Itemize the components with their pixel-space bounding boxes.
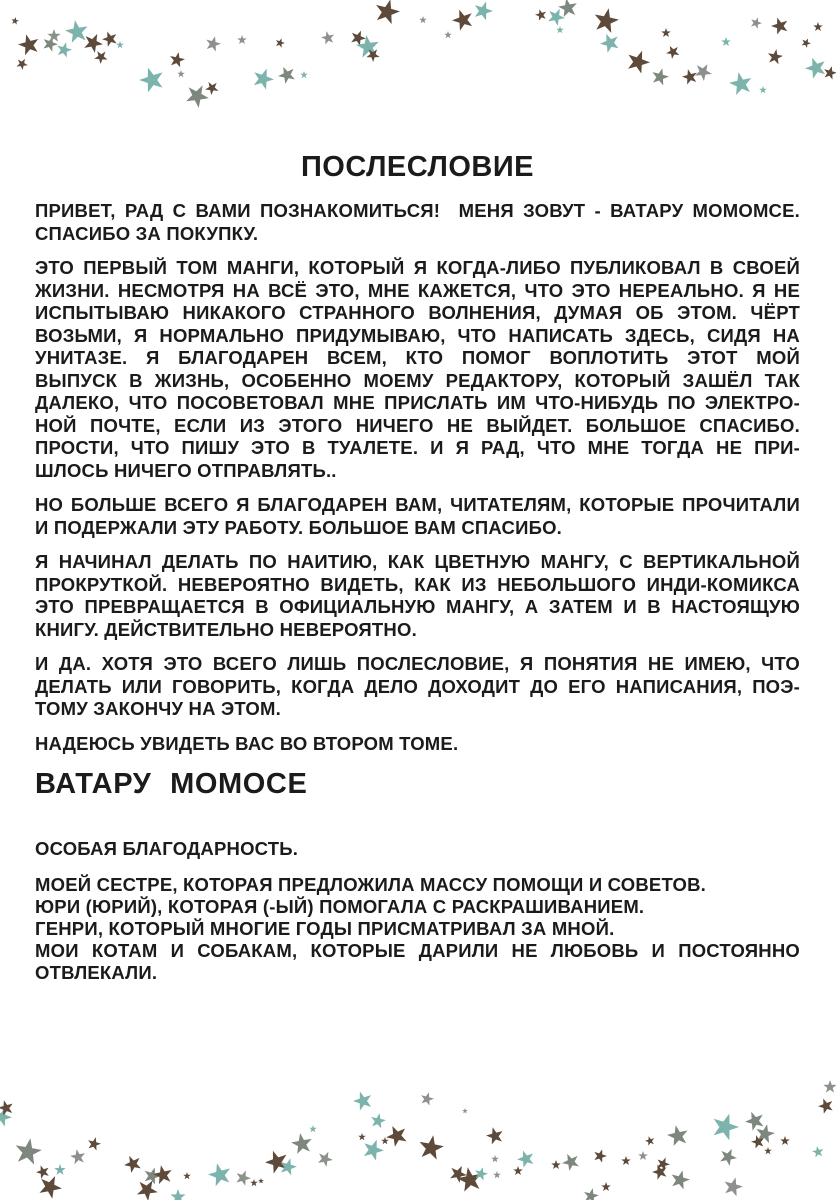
star-icon <box>822 65 836 81</box>
star-icon <box>709 1110 742 1142</box>
star-icon <box>582 1187 600 1200</box>
star-icon <box>309 1125 317 1132</box>
star-icon <box>644 1135 656 1146</box>
text-line: ВЫПУСК В ЖИЗНЬ, ОСОБЕННО МОЕМУ РЕДАКТОРУ, КОТОРЫЙ ЗАШЁЛ ТАК <box>35 369 800 391</box>
star-icon <box>764 1147 772 1154</box>
text-line: ПРОКРУТКОЙ. НЕВЕРОЯТНО ВИДЕТЬ, КАК ИЗ НЕБОЛЬШОГО ИНДИ-КОМИКСА <box>35 573 800 595</box>
text-line: И ПОДЕРЖАЛИ ЭТУ РАБОТУ. БОЛЬШОЕ ВАМ СПАСИБО. <box>35 516 563 538</box>
star-icon <box>36 1171 66 1200</box>
special-thanks-list <box>35 874 800 984</box>
text-line: КНИГУ. ДЕЙСТВИТЕЛЬНО НЕВЕРОЯТНО. <box>35 618 417 640</box>
text-line: НОЙ ПОЧТЕ, ЕСЛИ ИЗ ЭТОГО НИЧЕГО НЕ ВЫЙДЕТ. БОЛЬШОЕ СПАСИБО. <box>35 414 800 436</box>
star-icon <box>811 1145 824 1158</box>
page-title: ПОСЛЕСЛОВИЕ <box>300 151 535 183</box>
star-icon <box>11 16 20 24</box>
author-signature: ВАТАРУ МОМОСЕ <box>35 768 308 800</box>
star-icon <box>638 1151 648 1160</box>
text-line: ВОЗЬМИ, Я НОРМАЛЬНО ПРИДУМЫВАЮ, ЧТО НАПИСАТЬ ЗДЕСЬ, СИДЯ НА <box>35 324 800 346</box>
text-line: СПАСИБО ЗА ПОКУПКУ. <box>35 222 259 244</box>
star-icon <box>780 1136 790 1145</box>
paragraph-greeting <box>35 200 800 245</box>
star-icon <box>358 1133 366 1140</box>
paragraph-closing <box>35 653 800 721</box>
star-icon <box>351 1089 375 1112</box>
text-line: ШЛОСЬ НИЧЕГО ОТПРАВЛЯТЬ.. <box>35 459 337 481</box>
text-line: ЭТО ПРЕВРАЩАЕТСЯ В ОФИЦИАЛЬНУЮ МАНГУ, А ЗАТЕМ И В НАСТОЯЩУЮ <box>35 596 800 617</box>
star-icon <box>250 1179 258 1186</box>
text-line: УНИТАЗЕ. Я БЛАГОДАРЕН ВСЕМ, КТО ПОМОГ ВОПЛОТИТЬ ЭТОТ МОЙ <box>35 347 800 368</box>
star-icon <box>234 1168 253 1187</box>
star-icon <box>493 1171 501 1178</box>
paragraph-see-you <box>35 733 800 756</box>
star-icon <box>722 1175 745 1197</box>
star-icon <box>462 1108 468 1113</box>
star-icon <box>262 1147 291 1175</box>
text-line: Я НАЧИНАЛ ДЕЛАТЬ ПО НАИТИЮ, КАК ЦВЕТНУЮ МАНГУ, С ВЕРТИКАЛЬНОЙ <box>35 551 800 572</box>
star-icon <box>290 1131 314 1154</box>
paragraph-readers-thanks <box>35 494 800 539</box>
star-icon <box>816 1096 835 1115</box>
text-line: ДАЛЕКО, ЧТО ПОСОВЕТОВАЛ МНЕ ПРИСЛАТЬ ИМ ЧТО-НИБУДЬ ПО ЭЛЕКТРО- <box>35 392 800 413</box>
star-icon <box>802 54 828 80</box>
star-icon <box>86 1136 102 1152</box>
star-icon <box>170 1189 185 1200</box>
text-line: ГЕНРИ, КОТОРЫЙ МНОГИЕ ГОДЫ ПРИСМАТРИВАЛ ЗА МНОЙ. <box>35 918 615 939</box>
star-icon <box>121 1152 143 1174</box>
star-icon <box>419 1091 435 1107</box>
star-icon <box>491 1155 499 1162</box>
text-line: ЮРИ (ЮРИЙ), КОТОРАЯ (-ЫЙ) ПОМОГАЛА С РАСКРАШИВАНИЕМ. <box>35 896 645 917</box>
star-icon <box>13 1136 44 1166</box>
star-icon <box>381 1137 389 1144</box>
text-line: ЖИЗНИ. НЕСМОТРЯ НА ВСЁ ЭТО, МНЕ КАЖЕТСЯ, ЧТО ЭТО НЕРЕАЛЬНО. Я НЕ <box>35 279 800 301</box>
star-icon <box>592 1147 609 1163</box>
text-line: ДЕЛАТЬ ИЛИ ГОВОРИТЬ, КОГДА ДЕЛО ДОХОДИТ ДО ЕГО НАПИСАНИЯ, ПОЭ- <box>35 675 800 697</box>
text-line: МОЕЙ СЕСТРЕ, КОТОРАЯ ПРЕДЛОЖИЛА МАССУ ПОМОЩИ И СОВЕТОВ. <box>35 874 707 895</box>
text-line: ЭТО ПЕРВЫЙ ТОМ МАНГИ, КОТОРЫЙ Я КОГДА-ЛИБО ПУБЛИКОВАЛ В СВОЕЙ <box>35 257 800 278</box>
text-line: НО БОЛЬШЕ ВСЕГО Я БЛАГОДАРЕН ВАМ, ЧИТАТЕЛЯМ, КОТОРЫЕ ПРОЧИТАЛИ <box>35 494 800 515</box>
star-icon <box>417 1133 445 1160</box>
text-line: ОТВЛЕКАЛИ. <box>35 962 158 983</box>
bottom-stars-decoration <box>0 1074 836 1200</box>
star-icon <box>717 1145 739 1167</box>
star-icon <box>152 1163 174 1185</box>
afterword-content <box>35 0 800 984</box>
star-icon <box>559 1150 581 1172</box>
star-icon <box>665 1123 690 1147</box>
text-line: ПРОСТИ, ЧТО ПИШУ ЭТО В ТУАЛЕТЕ. И Я РАД, ЧТО МНЕ ТОГДА НЕ ПРИ- <box>35 437 800 458</box>
text-line: МОИ КОТАМ И СОБАКАМ, КОТОРЫЕ ДАРИЛИ НЕ ЛЮБОВЬ И ПОСТОЯННО <box>35 940 800 961</box>
star-icon <box>515 1148 537 1169</box>
star-icon <box>513 1166 523 1175</box>
star-icon <box>369 1112 387 1129</box>
text-line: НАДЕЮСЬ УВИДЕТЬ ВАС ВО ВТОРОМ ТОМЕ. <box>35 732 459 754</box>
star-icon <box>383 1122 410 1149</box>
text-line: ИСПЫТЫВАЮ НИКАКОГО СТРАННОГО ВОЛНЕНИЯ, ДУМАЯ ОБ ЭТОМ. ЧЁРТ <box>35 302 800 323</box>
star-icon <box>484 1125 505 1145</box>
star-icon <box>742 1108 766 1132</box>
star-icon <box>69 1148 86 1165</box>
star-icon <box>54 1164 65 1175</box>
special-thanks-heading: ОСОБАЯ БЛАГОДАРНОСТЬ. <box>35 838 299 859</box>
star-icon <box>669 1168 692 1190</box>
star-icon <box>183 1172 191 1179</box>
star-icon <box>823 1080 836 1093</box>
star-icon <box>315 1149 335 1169</box>
star-icon <box>601 1182 611 1191</box>
text-line: И ДА. ХОТЯ ЭТО ВСЕГО ЛИШЬ ПОСЛЕСЛОВИЕ, Я ПОНЯТИЯ НЕ ИМЕЮ, ЧТО <box>35 653 800 674</box>
paragraph-first-volume <box>35 257 800 482</box>
star-icon <box>621 1156 631 1165</box>
star-icon <box>813 22 823 31</box>
star-icon <box>258 1178 264 1183</box>
paragraph-webcomic-history <box>35 551 800 641</box>
star-icon <box>34 1163 51 1179</box>
text-line: ПРИВЕТ, РАД С ВАМИ ПОЗНАКОМИТЬСЯ! МЕНЯ ЗОВУТ - ВАТАРУ МОМОМСЕ. <box>35 200 800 221</box>
star-icon <box>551 1160 561 1169</box>
star-icon <box>206 1160 234 1187</box>
star-icon <box>15 56 30 71</box>
text-line: ТОМУ ЗАКОНЧУ НА ЭТОМ. <box>35 698 281 719</box>
star-icon <box>800 36 812 48</box>
